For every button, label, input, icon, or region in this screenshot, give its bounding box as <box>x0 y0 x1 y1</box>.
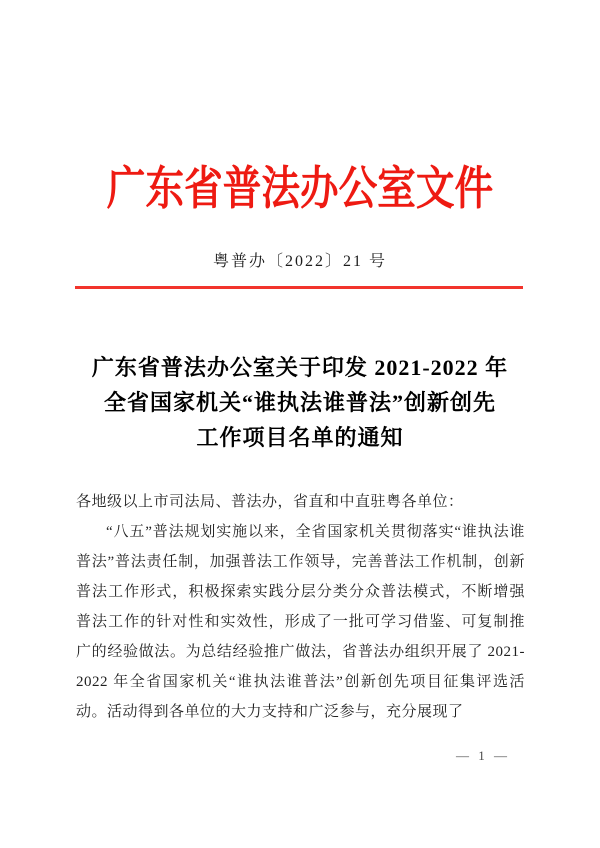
document-title-line-3: 工作项目名单的通知 <box>196 425 404 450</box>
document-body <box>76 487 525 727</box>
document-number: 粤普办〔2022〕21 号 <box>212 253 387 270</box>
salutation-line: 各地级以上市司法局、普法办，省直和中直驻粤各单位： <box>76 494 464 510</box>
body-paragraph: “八五”普法规划实施以来，全省国家机关贯彻落实“谁执法谁普法”普法责任制，加强普法工作领导，完善普法工作机制，创新普法工作形式，积极探索实践分层分类分众普法模式，不断增强普法工作的针对性和实效性，形成了一批可学习借鉴、可复制推广的经验做法。为总结经验推广做法，省普法办组织开展了 2021-2022 年全省国家机关“谁执法谁普法”创新创先项目征集评选活动。活动得到各单位的大力支持和广泛参与，充分展现了 <box>76 524 525 720</box>
document-header-title: 广东省普法办公室文件 <box>106 163 494 214</box>
document-title-line-2: 全省国家机关“谁执法谁普法”创新创先 <box>103 390 496 415</box>
document-title-line-1: 广东省普法办公室关于印发 2021-2022 年 <box>91 355 509 380</box>
header-divider-line <box>75 286 523 289</box>
page-number: — 1 — <box>456 748 510 763</box>
document-title <box>0 350 600 455</box>
